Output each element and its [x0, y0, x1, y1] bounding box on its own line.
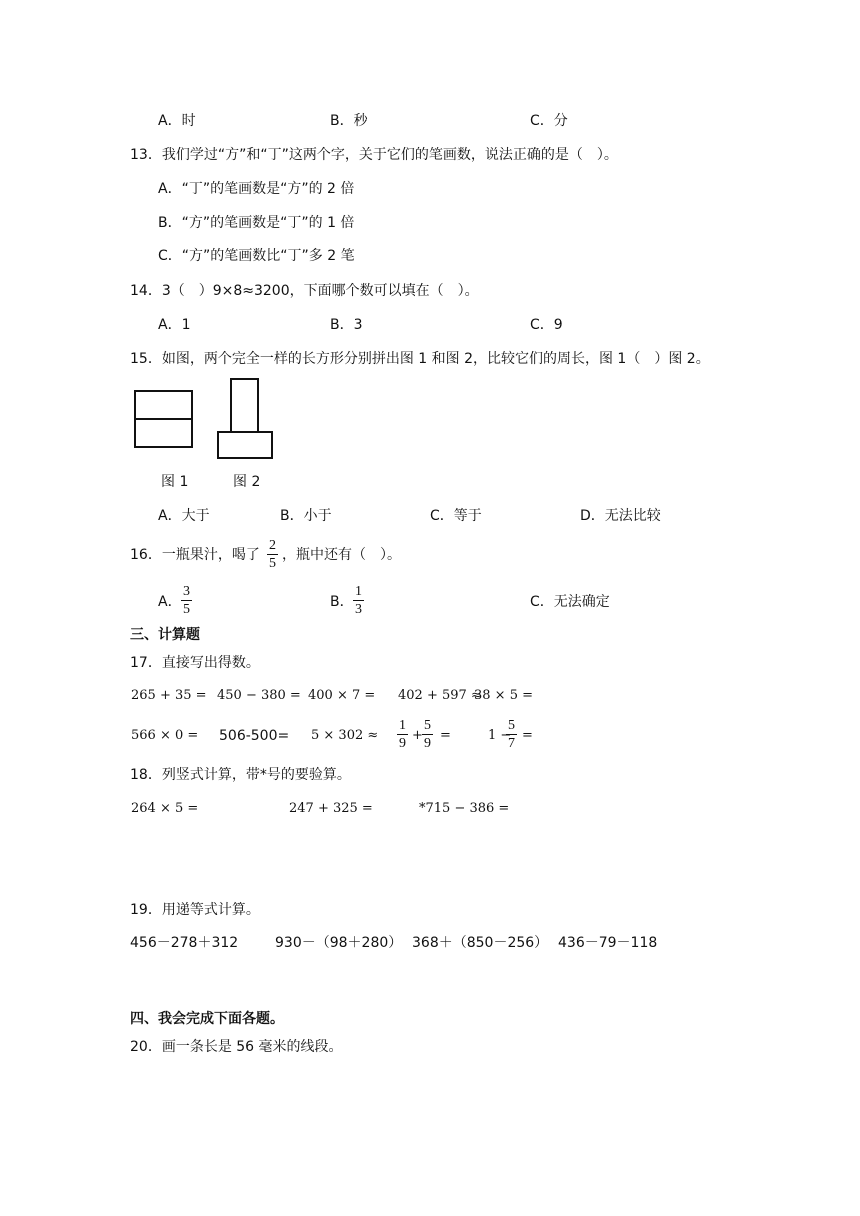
q12-option-c: C．分 — [530, 113, 568, 129]
q19-item-1: 456－278＋312 — [130, 935, 239, 951]
q18-item-1: 264 × 5 = — [131, 801, 199, 816]
q13-option-c: C．“方”的笔画数比“丁”多 2 笔 — [158, 248, 355, 264]
q17-item-6: 566 × 0 = — [131, 728, 199, 743]
q15-figure — [0, 0, 860, 470]
q18-item-2: 247 + 325 = — [289, 801, 373, 816]
q16-fraction — [267, 538, 278, 571]
q14-option-c: C．9 — [530, 317, 563, 333]
q14-option-a: A．1 — [158, 317, 191, 333]
q17-item-9-frac-a: $\frac{1}{9}$ — [399, 718, 406, 751]
q16-stem-after: ，瓶中还有（ ）。 — [282, 547, 401, 563]
q17-item-9-frac-b: $\frac{5}{9}$ — [424, 718, 431, 751]
q12-option-a: A．时 — [158, 113, 196, 129]
q17-item-8: 5 × 302 ≈ — [311, 728, 379, 743]
q16-option-b-fraction: $\frac{1}{3}$ — [355, 584, 362, 617]
figure1-rect-top — [135, 391, 192, 419]
q17-item-4: 402 + 597 ≈ — [398, 688, 482, 703]
q13-option-a: A．“丁”的笔画数是“方”的 2 倍 — [158, 181, 355, 197]
q15-option-a: A．大于 — [158, 508, 210, 524]
q16-option-a-label: A． — [158, 594, 182, 610]
q19-stem: 19．用递等式计算。 — [130, 902, 260, 918]
q17-stem: 17．直接写出得数。 — [130, 655, 260, 671]
q16-option-c: C．无法确定 — [530, 594, 610, 610]
figure2-rect-vertical — [231, 379, 258, 432]
q14-option-b: B．3 — [330, 317, 363, 333]
q15-stem: 15．如图，两个完全一样的长方形分别拼出图 1 和图 2，比较它们的周长，图 1（ ）图 2。 — [130, 351, 710, 367]
q17-item-7: 506-500= — [219, 728, 290, 744]
section4-title: 四、我会完成下面各题。 — [130, 1011, 284, 1027]
q15-option-d: D．无法比较 — [580, 508, 661, 524]
q19-item-2: 930－（98＋280） — [275, 935, 403, 951]
figure2-label: 图 2 — [233, 474, 261, 490]
q13-stem: 13．我们学过“方”和“丁”这两个字，关于它们的笔画数，说法正确的是（ ）。 — [130, 147, 618, 163]
q17-item-10-frac: $\frac{5}{7}$ — [508, 718, 515, 751]
q20-stem: 20．画一条长是 56 毫米的线段。 — [130, 1039, 343, 1055]
q18-stem: 18．列竖式计算，带*号的要验算。 — [130, 767, 351, 783]
q17-item-5: 38 × 5 = — [474, 688, 533, 703]
q17-item-10-whole: 1 − — [488, 728, 512, 743]
q18-item-3: *715 − 386 = — [419, 801, 510, 816]
section3-title: 三、计算题 — [130, 627, 200, 643]
q16-fraction-numerator: 2 — [269, 538, 276, 553]
q17-item-2: 450 − 380 = — [217, 688, 301, 703]
figure2-rect-horizontal — [218, 432, 272, 458]
q16-fraction-denominator: 5 — [269, 556, 276, 571]
q13-option-b: B．“方”的笔画数是“丁”的 1 倍 — [158, 215, 355, 231]
q14-stem: 14．3（ ）9×8≈3200，下面哪个数可以填在（ ）。 — [130, 283, 479, 299]
figure1-rect-bottom — [135, 419, 192, 447]
q17-item-10-eq: = — [522, 728, 533, 743]
q16-stem-before: 16．一瓶果汁，喝了 — [130, 547, 260, 563]
q15-option-c: C．等于 — [430, 508, 482, 524]
q17-item-3: 400 × 7 = — [308, 688, 376, 703]
q17-item-9-op: + — [412, 728, 423, 743]
q19-item-3: 368＋（850－256） — [412, 935, 549, 951]
figure1-label: 图 1 — [161, 474, 189, 490]
q16-option-a-fraction: $\frac{3}{5}$ — [183, 584, 190, 617]
q16-option-b-label: B． — [330, 594, 354, 610]
q12-option-b: B．秒 — [330, 113, 368, 129]
q17-item-1: 265 + 35 = — [131, 688, 207, 703]
q15-option-b: B．小于 — [280, 508, 332, 524]
q17-item-9-eq: = — [440, 728, 451, 743]
q19-item-4: 436－79－118 — [558, 935, 658, 951]
